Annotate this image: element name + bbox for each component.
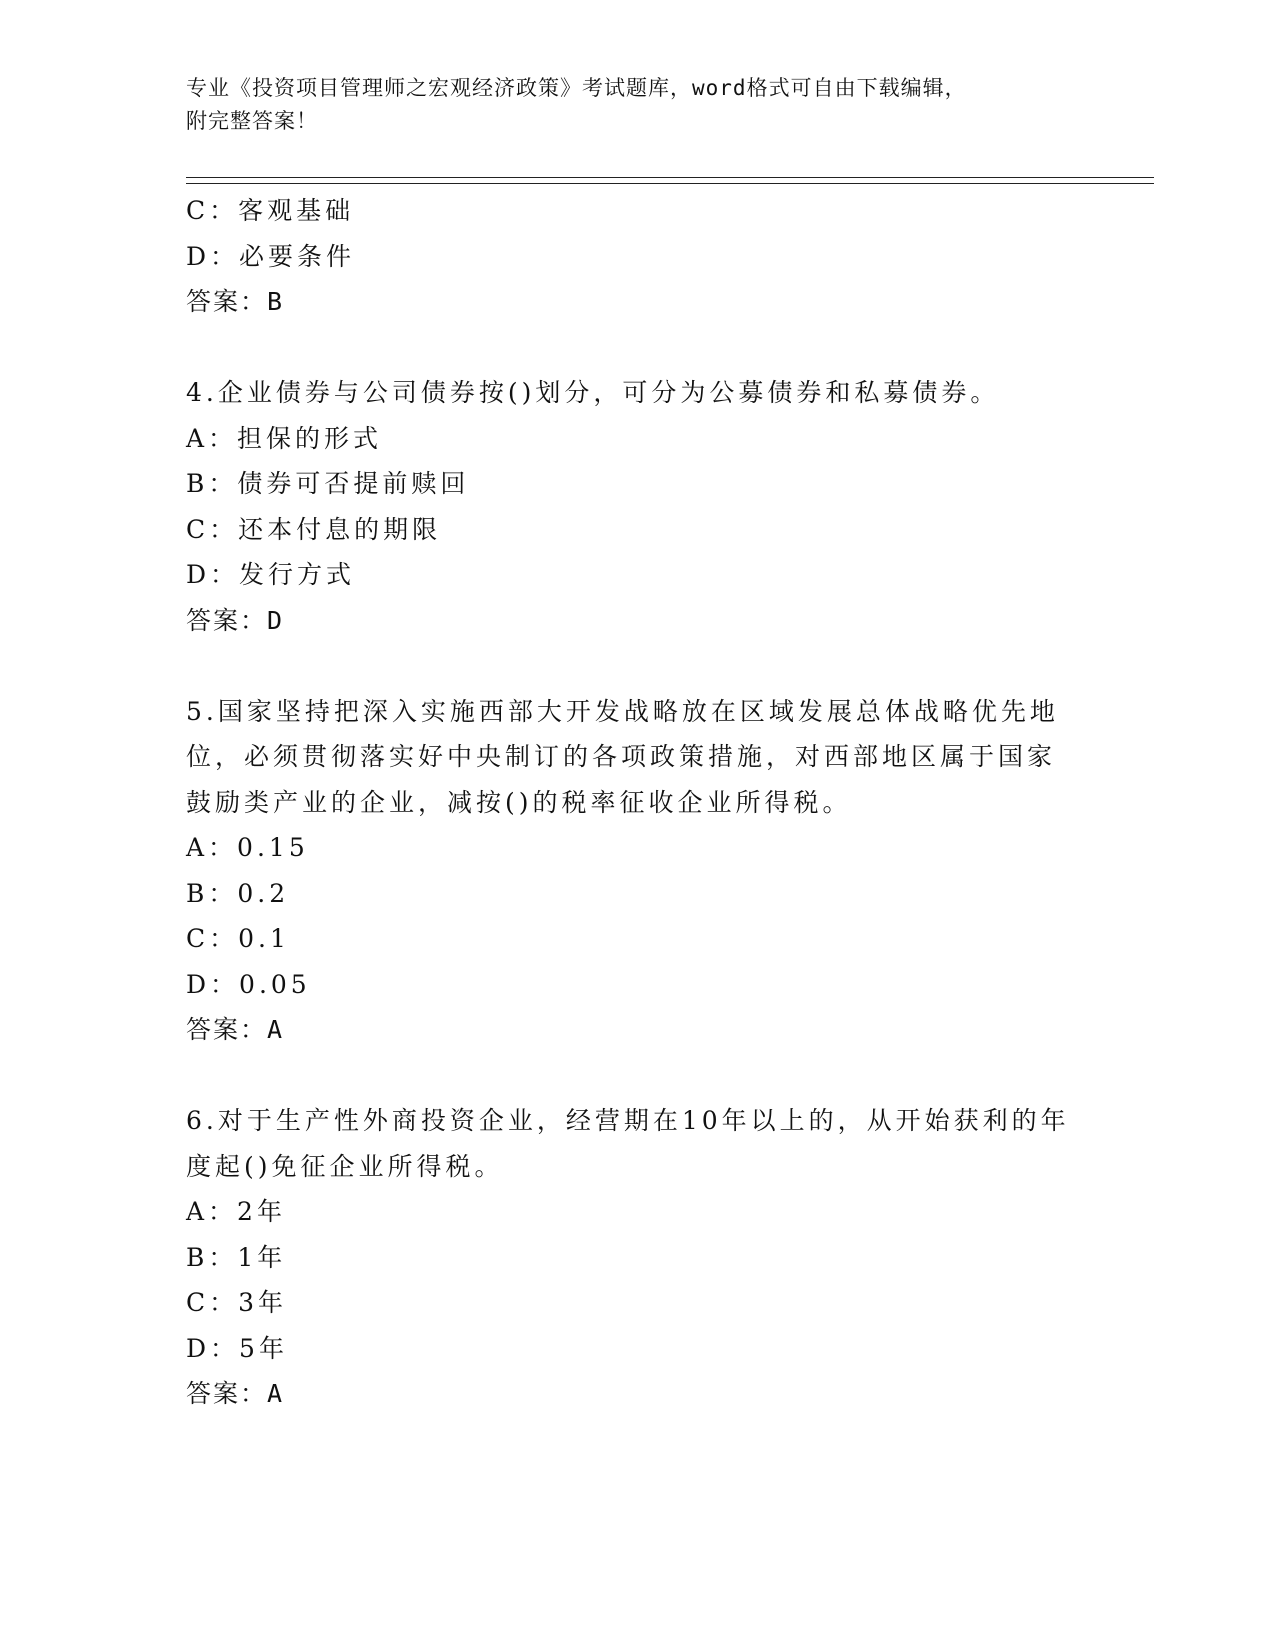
question-4 [186, 370, 1086, 643]
question-5 [186, 689, 1086, 1053]
option-c: C：3年 [186, 1288, 288, 1317]
option-c: C：客观基础 [186, 196, 355, 225]
option-d: D：0.05 [186, 969, 311, 999]
question-stem: 度起()免征企业所得税。 [186, 1151, 504, 1181]
spacer [186, 643, 1086, 689]
option-a: A：担保的形式 [186, 423, 383, 453]
answer-line: 答案：A [186, 1015, 285, 1044]
question-stem: 5.国家坚持把深入实施西部大开发战略放在区域发展总体战略优先地 [186, 696, 1059, 726]
question-6 [186, 1098, 1086, 1417]
option-b: B：0.2 [186, 878, 290, 908]
header-line-2: 附完整答案！ [186, 109, 318, 133]
spacer [186, 1053, 1086, 1099]
option-b: B：债券可否提前赎回 [186, 469, 470, 498]
spacer [186, 325, 1086, 371]
question-3-partial [186, 188, 1086, 325]
header-divider-top [186, 177, 1154, 178]
question-stem: 4.企业债券与公司债券按()划分，可分为公募债券和私募债券。 [186, 378, 1000, 407]
option-d: D：发行方式 [186, 560, 356, 589]
header-line-1: 专业《投资项目管理师之宏观经济政策》考试题库，word格式可自由下载编辑， [186, 76, 967, 100]
answer-line: 答案：A [186, 1379, 285, 1408]
question-stem: 6.对于生产性外商投资企业，经营期在10年以上的，从开始获利的年 [186, 1106, 1070, 1135]
document-header [186, 72, 1066, 138]
answer-line: 答案：B [186, 287, 285, 316]
option-d: D：必要条件 [186, 241, 356, 271]
option-d: D：5年 [186, 1333, 288, 1363]
option-a: A：2年 [186, 1197, 286, 1226]
option-c: C：还本付息的期限 [186, 514, 442, 544]
question-list [186, 188, 1086, 1417]
header-divider-bottom [186, 183, 1154, 184]
option-c: C：0.1 [186, 924, 290, 953]
question-stem: 鼓励类产业的企业，减按()的税率征收企业所得税。 [186, 787, 852, 817]
answer-line: 答案：D [186, 605, 285, 635]
option-b: B：1年 [186, 1242, 287, 1272]
question-stem: 位，必须贯彻落实好中央制订的各项政策措施，对西部地区属于国家 [186, 742, 1057, 771]
option-a: A：0.15 [186, 833, 309, 862]
